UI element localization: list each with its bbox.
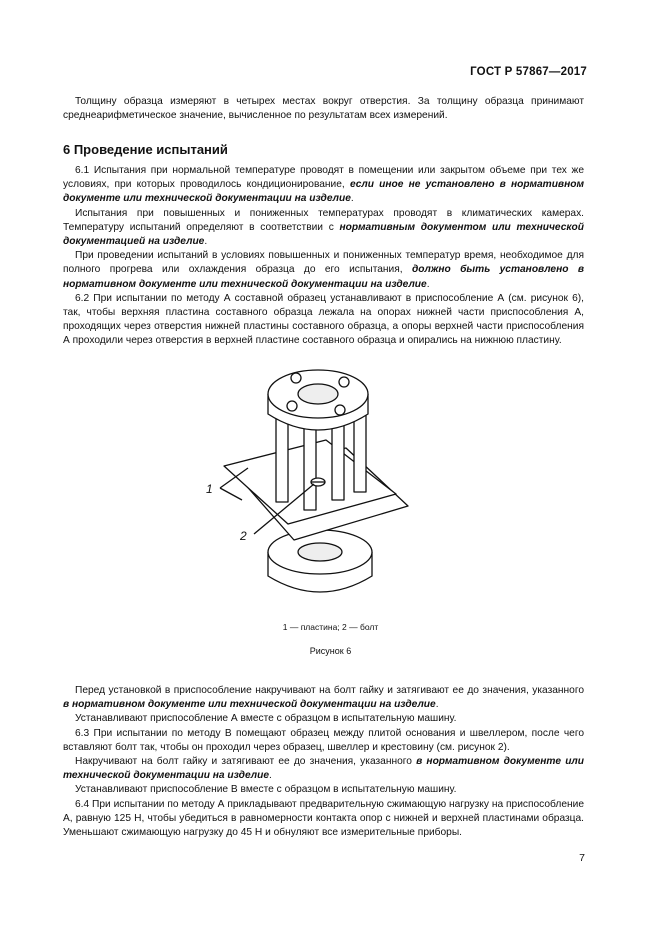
paragraph [63,207,584,250]
section-6-text [63,164,584,349]
emphasis-run: в нормативном документе или технической документации на изделие [63,699,436,711]
paragraph: Толщину образца измеряют в четырех местах вокруг отверстия. За толщину образца принимают среднеарифметическое значение, вычисленное по результатам всех измерений. [63,96,584,122]
paragraph [63,684,584,712]
text-run: Накручивают на болт гайку и затягивают ее до значения, указанного [75,756,417,768]
paragraph-6-4: 6.4 При испытании по методу А прикладывают предварительную сжимающую нагрузку на приспособление А, равную 125 Н, чтобы убедиться в равномерности контакта опор с нижней и верхней пластинами образца. Уменьшают сжимающую нагрузку до 45 Н и обнуляют все измерительные приборы. [63,798,584,839]
emphasis-run: в нормативном документе или технической документации на изделие [63,756,584,782]
figure-title: Рисунок 6 [309,646,352,656]
emphasis-run: должно быть установлено в нормативном документе или технической документации на изделие [63,264,584,290]
paragraph [63,755,584,783]
text-run: . [435,699,439,711]
emphasis-run: нормативным документом или технической документацией на изделие [63,221,584,248]
paragraph: Устанавливают приспособление А вместе с образцом в испытательную машину. [75,713,457,725]
paragraph-6-2: 6.2 При испытании по методу А составной образец устанавливают в приспособление А (см. рисунок 6), так, чтобы верхняя пластина составного образца лежала на опорах нижней части приспособления А, проходящих через отверстия нижней пластины составного образца, а опоры верхней части приспособления А проходили через отверстия в верхней пластине составного образца и опирались на нижнюю пластину. [63,292,584,347]
section-6-continued-text [63,684,584,840]
text-run: При проведении испытаний в условиях повышенных и пониженных температур время, необходимое для полного прогрева или охлаждения образца до его испытания, [63,250,584,276]
text-run: . [350,193,354,205]
paragraph [63,249,584,292]
page-number: 7 [579,852,585,864]
section-heading: 6 Проведение испытаний [63,142,228,157]
figure-6-fixture-drawing [196,356,456,616]
paragraph: Устанавливают приспособление В вместе с образцом в испытательную машину. [75,784,457,796]
text-run: Перед установкой в приспособление накручивают на болт гайку и затягивают ее до значения, указанного [75,685,584,696]
paragraph-6-1 [63,164,584,207]
emphasis-run: если иное не установлено в нормативном документе или технической документации на изделие [63,179,584,205]
text-run: 6.1 Испытания при нормальной температуре проводят в помещении или закрытом объеме при тех же условиях, при которых проводилось кондиционирование, [63,165,584,191]
paragraph-6-3: 6.3 При испытании по методу В помещают образец между плитой основания и швеллером, после чего вставляют болт так, чтобы он проходил через образец, швеллер и крестовину (см. рисунок 2). [63,727,584,753]
text-run: . [204,236,208,248]
label-1: 1 [206,482,213,496]
label-2: 2 [240,529,247,543]
intro-text [63,95,584,123]
figure-legend: 1 — пластина; 2 — болт [282,622,379,632]
text-run: . [269,770,272,782]
text-run: Испытания при повышенных и пониженных температурах проводят в климатических камерах. Температуру испытаний определяют в соответствии с [63,207,584,233]
text-run: . [426,278,430,290]
document-header: ГОСТ Р 57867—2017 [470,66,587,78]
fixture-illustration [196,356,456,616]
